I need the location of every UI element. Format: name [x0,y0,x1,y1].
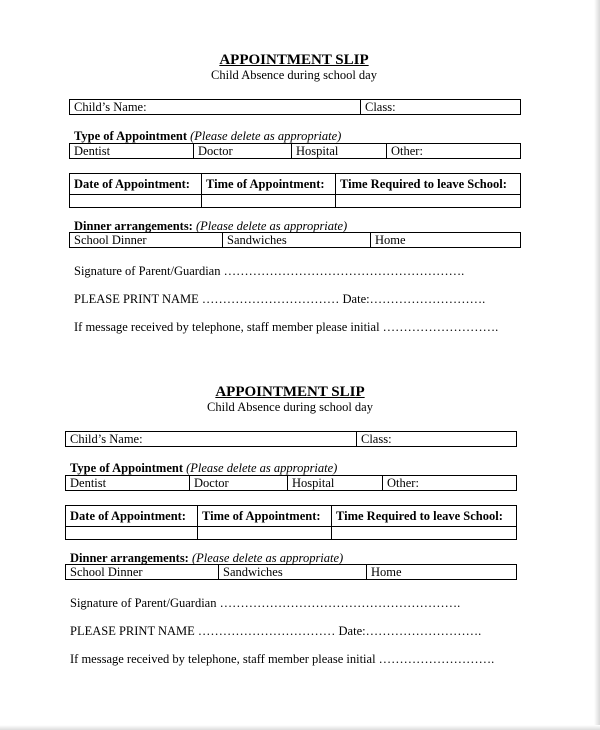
dinner-arrangements-heading: Dinner arrangements: (Please delete as appropriate) [70,551,344,565]
class-label: Class: [365,100,396,114]
dinner-option-home[interactable]: Home [367,565,517,580]
childs-name-label: Child’s Name: [70,432,143,446]
print-name-date-line[interactable]: PLEASE PRINT NAME …………………………… Date:………………………. [70,624,482,638]
appointment-type-row [65,475,517,491]
dinner-option-sandwiches[interactable]: Sandwiches [223,233,371,248]
date-of-appointment-field[interactable] [70,195,202,208]
date-of-appointment-header: Date of Appointment: [66,506,198,527]
type-option-dentist[interactable]: Dentist [70,144,194,159]
telephone-initial-line[interactable]: If message received by telephone, staff member please initial ………………………. [74,320,499,334]
time-of-appointment-field[interactable] [198,527,332,540]
type-option-dentist[interactable]: Dentist [66,476,190,491]
time-of-appointment-field[interactable] [202,195,336,208]
dinner-option-sandwiches[interactable]: Sandwiches [219,565,367,580]
time-of-appointment-header: Time of Appointment: [198,506,332,527]
time-required-field[interactable] [332,527,517,540]
dinner-option-home[interactable]: Home [371,233,521,248]
signature-line[interactable]: Signature of Parent/Guardian …………………………………………………. [70,596,461,610]
slip-subtitle: Child Absence during school day [207,400,373,414]
page-edge-shadow-right [594,0,600,730]
print-name-date-line[interactable]: PLEASE PRINT NAME …………………………… Date:………………………. [74,292,486,306]
childs-name-row [69,99,521,115]
childs-name-label: Child’s Name: [74,100,147,114]
slip-title: APPOINTMENT SLIP [219,52,369,68]
date-of-appointment-field[interactable] [66,527,198,540]
time-of-appointment-header: Time of Appointment: [202,174,336,195]
signature-line[interactable]: Signature of Parent/Guardian …………………………………………………. [74,264,465,278]
type-option-doctor[interactable]: Doctor [194,144,292,159]
type-option-other[interactable]: Other: [387,144,521,159]
class-field[interactable] [357,432,517,447]
date-of-appointment-header: Date of Appointment: [70,174,202,195]
slip-subtitle: Child Absence during school day [211,68,377,82]
appointment-type-row [69,143,521,159]
childs-name-row [65,431,517,447]
dinner-options-row [65,564,517,580]
type-of-appointment-heading: Type of Appointment (Please delete as appropriate) [74,129,342,143]
childs-name-field[interactable] [66,432,357,447]
telephone-initial-line[interactable]: If message received by telephone, staff member please initial ………………………. [70,652,495,666]
appointment-time-table [65,505,517,540]
childs-name-field[interactable] [70,100,361,115]
type-option-hospital[interactable]: Hospital [292,144,387,159]
type-option-other[interactable]: Other: [383,476,517,491]
time-required-field[interactable] [336,195,521,208]
type-option-hospital[interactable]: Hospital [288,476,383,491]
slip-title: APPOINTMENT SLIP [215,384,365,400]
dinner-options-row [69,232,521,248]
page-edge-shadow-bottom [0,725,600,730]
dinner-option-school-dinner[interactable]: School Dinner [70,233,223,248]
class-label: Class: [361,432,392,446]
dinner-option-school-dinner[interactable]: School Dinner [66,565,219,580]
dinner-arrangements-heading: Dinner arrangements: (Please delete as appropriate) [74,219,348,233]
time-required-header: Time Required to leave School: [336,174,521,195]
time-required-header: Time Required to leave School: [332,506,517,527]
type-of-appointment-heading: Type of Appointment (Please delete as appropriate) [70,461,338,475]
class-field[interactable] [361,100,521,115]
type-option-doctor[interactable]: Doctor [190,476,288,491]
appointment-time-table [69,173,521,208]
